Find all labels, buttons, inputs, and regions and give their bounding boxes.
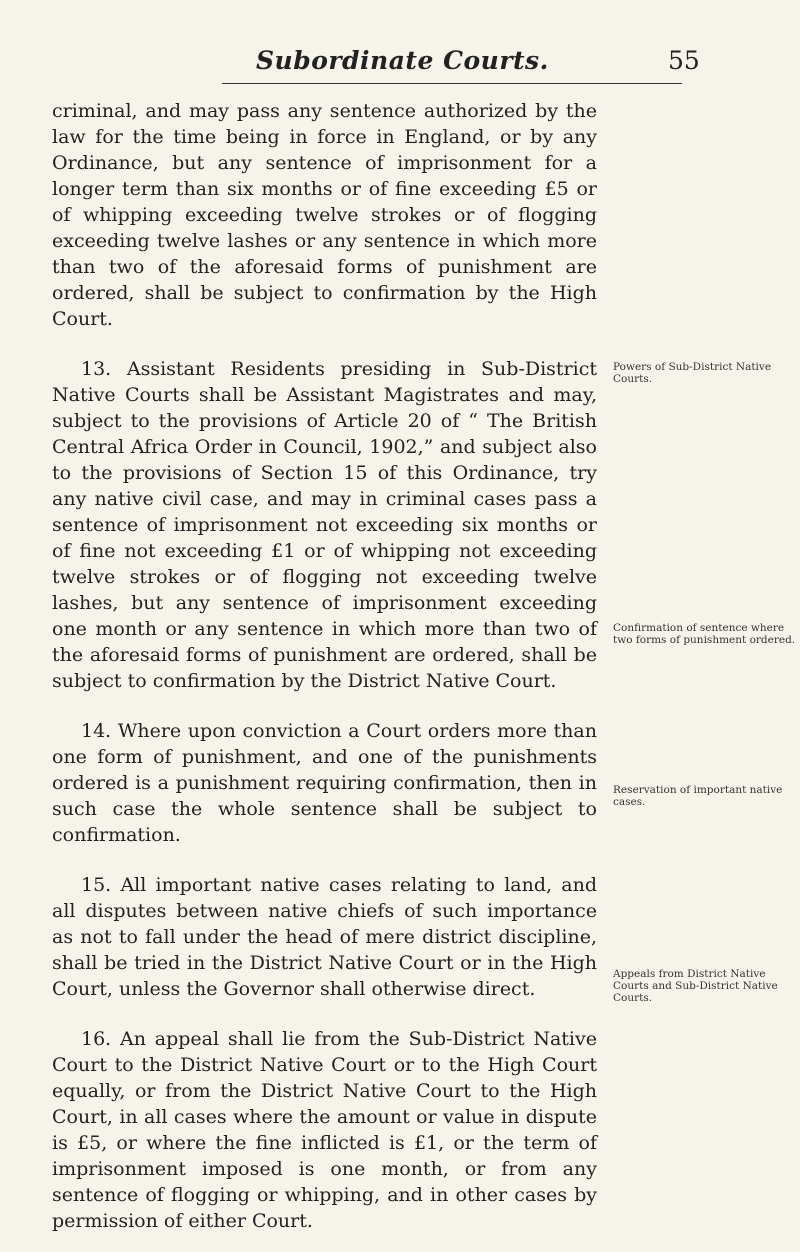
section-14 <box>52 718 597 848</box>
section-text: Where upon conviction a Court orders more than one form of punishment, and one of the punishments ordered is a punishment requiring confirmation, then in such case the whole sentence shall be subject to confirmation. <box>52 720 597 846</box>
section-13 <box>52 356 597 694</box>
paragraph-text: criminal, and may pass any sentence authorized by the law for the time being in force in England, or by any Ordinance, but any sentence of imprisonment for a longer term than six months or of fine exceeding £5 or of whipping exceeding twelve strokes or of flogging exceeding twelve lashes or any sentence in which more than two of the aforesaid forms of punishment are ordered, shall be subject to confirmation by the High Court. <box>52 100 597 330</box>
section-number: 16. <box>81 1028 112 1050</box>
page-header <box>0 46 800 86</box>
page-number: 55 <box>668 46 700 75</box>
paragraph-continuation <box>52 98 597 332</box>
margin-note-section-14: Confirmation of sentence where two forms of punishment ordered. <box>613 622 796 646</box>
section-text: Assistant Residents presiding in Sub-District Native Courts shall be Assistant Magistrates and may, subject to the provisions of Article 20 of “ The British Central Africa Order in Council, 1902,” and subject also to the provisions of Section 15 of this Ordinance, try any native civil case, and may in criminal cases pass a sentence of imprisonment not exceeding six months or of fine not exceeding £1 or of whipping not exceeding twelve strokes or of flogging not exceeding twelve lashes, but any sentence of imprisonment exceeding one month or any sentence in which more than two of the aforesaid forms of punishment are ordered, shall be subject to confirmation by the District Native Court. <box>52 358 597 692</box>
margin-note-section-15: Reservation of important native cases. <box>613 784 783 808</box>
section-text: All important native cases relating to land, and all disputes between native chiefs of such importance as not to fall under the head of mere district discipline, shall be tried in the District Native Court or in the High Court, unless the Governor shall otherwise direct. <box>52 874 597 1000</box>
margin-note-section-13: Powers of Sub-District Native Courts. <box>613 361 772 385</box>
main-text-column <box>52 98 597 1234</box>
section-text: An appeal shall lie from the Sub-District Native Court to the District Native Court or to the High Court equally, or from the District Native Court to the High Court, in all cases where the amount or value in dispute is £5, or where the fine inflicted is £1, or the term of imprisonment imposed is one month, or from any sentence of flogging or whipping, and in other cases by permission of either Court. <box>52 1028 597 1232</box>
section-number: 13. <box>81 358 112 380</box>
section-16 <box>52 1026 597 1234</box>
running-title: Subordinate Courts. <box>256 46 549 75</box>
section-number: 15. <box>81 874 112 896</box>
section-number: 14. <box>81 720 112 742</box>
header-rule <box>222 83 682 84</box>
margin-note-section-16: Appeals from District Native Courts and Sub-District Native Courts. <box>613 968 778 1004</box>
section-15 <box>52 872 597 1002</box>
